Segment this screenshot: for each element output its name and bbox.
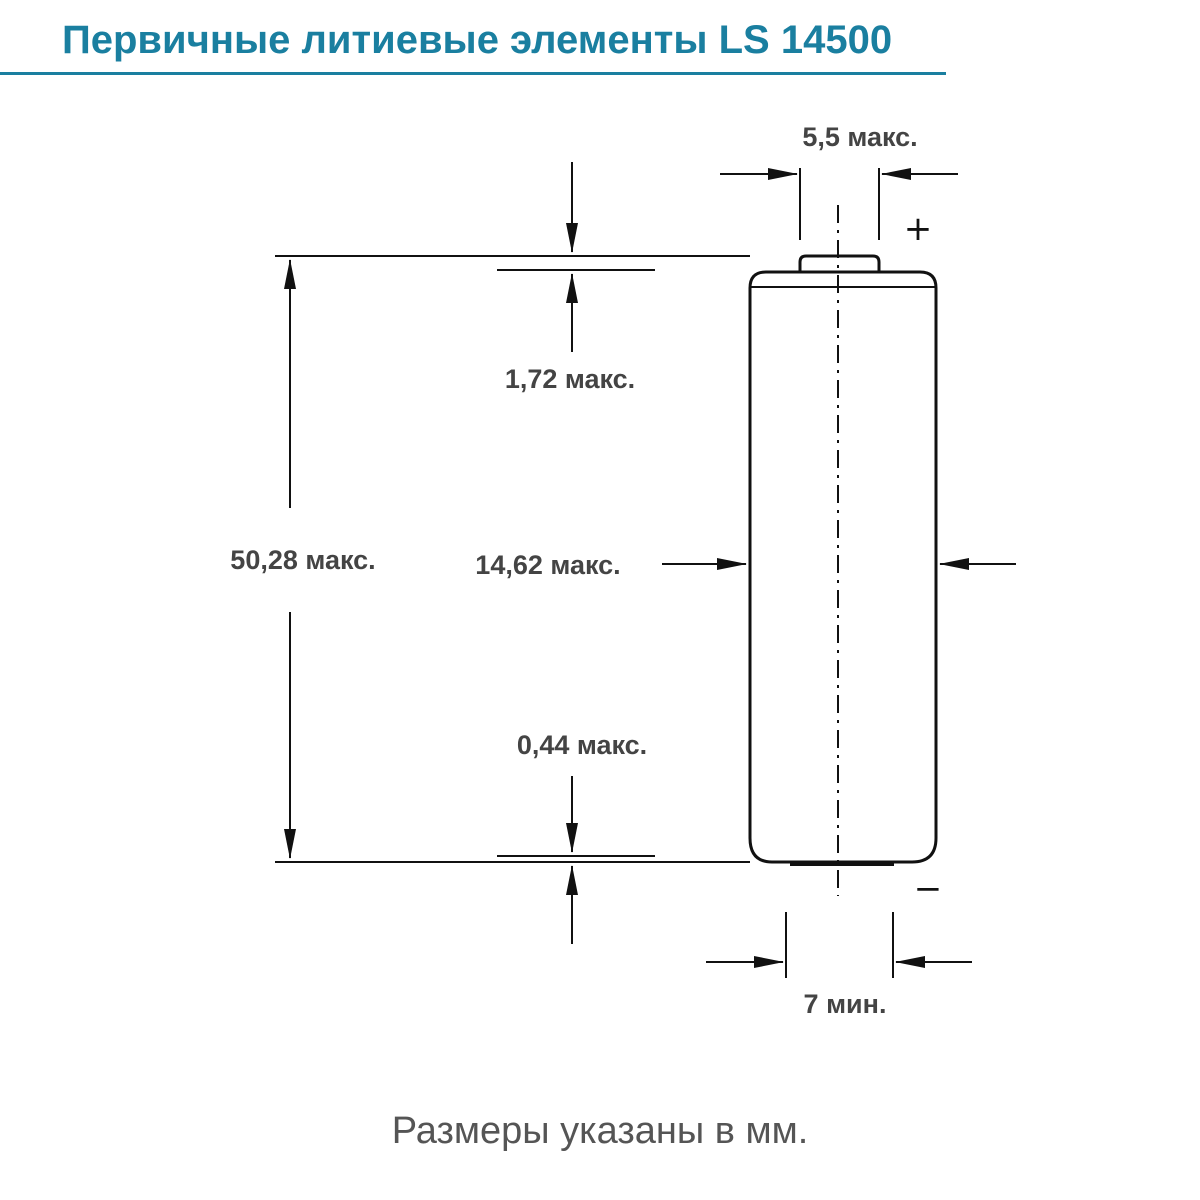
positive-sign: + — [903, 209, 933, 249]
total-height-label: 50,28 макс. — [230, 545, 376, 575]
bottom-contact-dimension — [706, 912, 972, 1019]
diameter-label: 14,62 макс. — [475, 550, 621, 580]
bottom-recess-dimension — [497, 730, 655, 944]
terminal-height-label: 1,72 макс. — [504, 364, 636, 394]
battery-body — [750, 272, 936, 862]
bottom-contact-label: 7 мин. — [803, 989, 887, 1019]
terminal-height-dimension — [497, 162, 655, 394]
units-note: Размеры указаны в мм. — [391, 1110, 809, 1152]
positive-terminal — [800, 256, 879, 272]
page-title: Первичные литиевые элементы LS 14500 — [62, 18, 893, 62]
negative-sign: − — [913, 869, 943, 909]
terminal-width-label: 5,5 макс. — [802, 122, 918, 152]
battery-cell — [750, 256, 936, 864]
bottom-recess-label: 0,44 макс. — [516, 730, 648, 760]
